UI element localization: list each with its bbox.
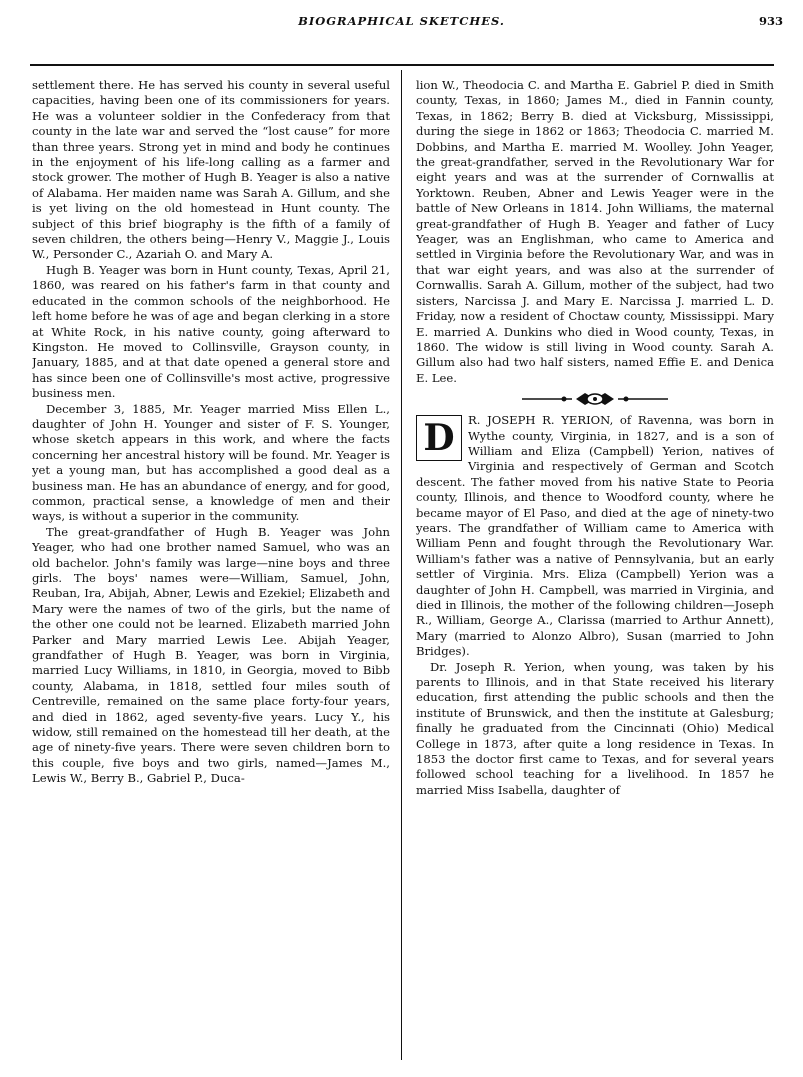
ornament-icon bbox=[520, 392, 670, 406]
paragraph: Dr. Joseph R. Yerion, when young, was taken by his parents to Illinois, and in that State received his literary education, first attending the public schools and then the institute of Brunswick, and then the institute at Galesburg; finally he graduated from the Cincinnati (Ohio) Medical College in 1873, after quite a long residence in Texas. In 1853 the doctor first came to Texas, and for several years followed school teaching for a livelihood. In 1857 he married Miss Isabella, daughter of bbox=[416, 659, 774, 797]
column-divider bbox=[401, 70, 402, 1060]
page-number: 933 bbox=[758, 14, 783, 28]
paragraph: settlement there. He has served his county in several useful capacities, having been one of its commissioners for years. He was a volunteer soldier in the Confederacy from that county in the late war and served the “lost cause” for more than three years. Strong yet in mind and body he continues in the enjoyment of his life-long calling as a farmer and stock grower. The mother of Hugh B. Yeager is also a native of Alabama. Her maiden name was Sarah A. Gillum, and she is yet living on the old homestead in Hunt county. The subject of this brief biography is the fifth of a family of seven children, the others being—Henry V., Maggie J., Louis W., Personder C., Azariah O. and Mary A. bbox=[32, 78, 390, 262]
drop-cap-letter: D bbox=[423, 417, 455, 460]
drop-cap bbox=[416, 415, 462, 461]
left-column bbox=[32, 78, 390, 1063]
page-header bbox=[0, 14, 803, 38]
paragraph: lion W., Theodocia C. and Martha E. Gabriel P. died in Smith county, Texas, in 1860; James M., died in Fannin county, Texas, in 1862; Berry B. died at Vicksburg, Mississippi, during the siege in 1862 or 1863; Theodocia C. married M. Dobbins, and Martha E. married M. Woolley. John Yeager, the great-grandfather, served in the Revolutionary War for eight years and was at the surrender of Cornwallis at Yorktown. Reuben, Abner and Lewis Yeager were in the battle of New Orleans in 1814. John Williams, the maternal great-grandfather of Hugh B. Yeager and father of Lucy Yeager, was an Englishman, who came to America and settled in Virginia before the Revolutionary War, and was in that war eight years, and was also at the surrender of Cornwallis. Sarah A. Gillum, mother of the subject, had two sisters, Narcissa J. and Mary E. Narcissa J. married L. D. Friday, now a resident of Choctaw county, Mississippi. Mary E. married A. Dunkins who died in Wood county, Texas, in 1860. The widow is still living in Wood county. Sarah A. Gillum also had two half sisters, named Effie E. and Denica E. Lee. bbox=[416, 78, 774, 385]
paragraph: Hugh B. Yeager was born in Hunt county, Texas, April 21, 1860, was reared on his father's farm in that county and educated in the common schools of the neighborhood. He left home before he was of age and began clerking in a store at White Rock, in his native county, going afterward to Kingston. He moved to Collinsville, Grayson county, in January, 1885, and at that date opened a general store and has since been one of Collinsville's most active, progressive business men. bbox=[32, 262, 390, 401]
right-column bbox=[416, 78, 774, 1063]
section-ornament bbox=[416, 391, 774, 405]
paragraph: December 3, 1885, Mr. Yeager married Miss Ellen L., daughter of John H. Younger and sister of F. S. Younger, whose sketch appears in this work, and where the facts concerning her ancestral history will be found. Mr. Yeager is yet a young man, but has accomplished a good deal as a business man. He has an abundance of energy, and for good, common, practical sense, a knowledge of men and their ways, is without a superior in the community. bbox=[32, 401, 390, 524]
running-title: BIOGRAPHICAL SKETCHES. bbox=[298, 14, 505, 28]
sketch-opening-text: R. JOSEPH R. YERION, of Ravenna, was born in Wythe county, Virginia, in 1827, and is a son of William and Eliza (Campbell) Yerion, natives of Virginia and respectively of German and Scotch descent. The father moved from his native State to Peoria county, Illinois, and thence to Woodford county, where he became mayor of El Paso, and died at the age of ninety-two years. The grandfather of William came to America with William Penn and fought through the Revolutionary War. William's father was a native of Pennsylvania, but an early settler of Virginia. Mrs. Eliza (Campbell) Yerion was a daughter of John H. Campbell, was married in Virginia, and died in Illinois, the mother of the following children—Joseph R., William, George A., Clarissa (married to Arthur Annett), Mary (married to Alonzo Albro), Susan (married to John Bridges). bbox=[416, 413, 774, 659]
paragraph: The great-grandfather of Hugh B. Yeager was John Yeager, who had one brother named Samuel, who was an old bachelor. John's family was large—nine boys and three girls. The boys' names were—William, Samuel, John, Reuban, Ira, Abijah, Abner, Lewis and Ezekiel; Elizabeth and Mary were the names of two of the girls, but the name of the other one could not be learned. Elizabeth married John Parker and Mary married Lewis Lee. Abijah Yeager, grandfather of Hugh B. Yeager, was born in Virginia, married Lucy Williams, in 1810, in Georgia, moved to Bibb county, Alabama, in 1818, settled four miles south of Centreville, remained on the same place forty-four years, and died in 1862, aged seventy-five years. Lucy Y., his widow, still remained on the homestead till her death, at the age of ninety-five years. There were seven children born to this couple, five boys and two girls, named—James M., Lewis W., Berry B., Gabriel P., Duca- bbox=[32, 524, 390, 786]
sketch-opening bbox=[416, 413, 774, 660]
header-rule bbox=[30, 64, 774, 66]
